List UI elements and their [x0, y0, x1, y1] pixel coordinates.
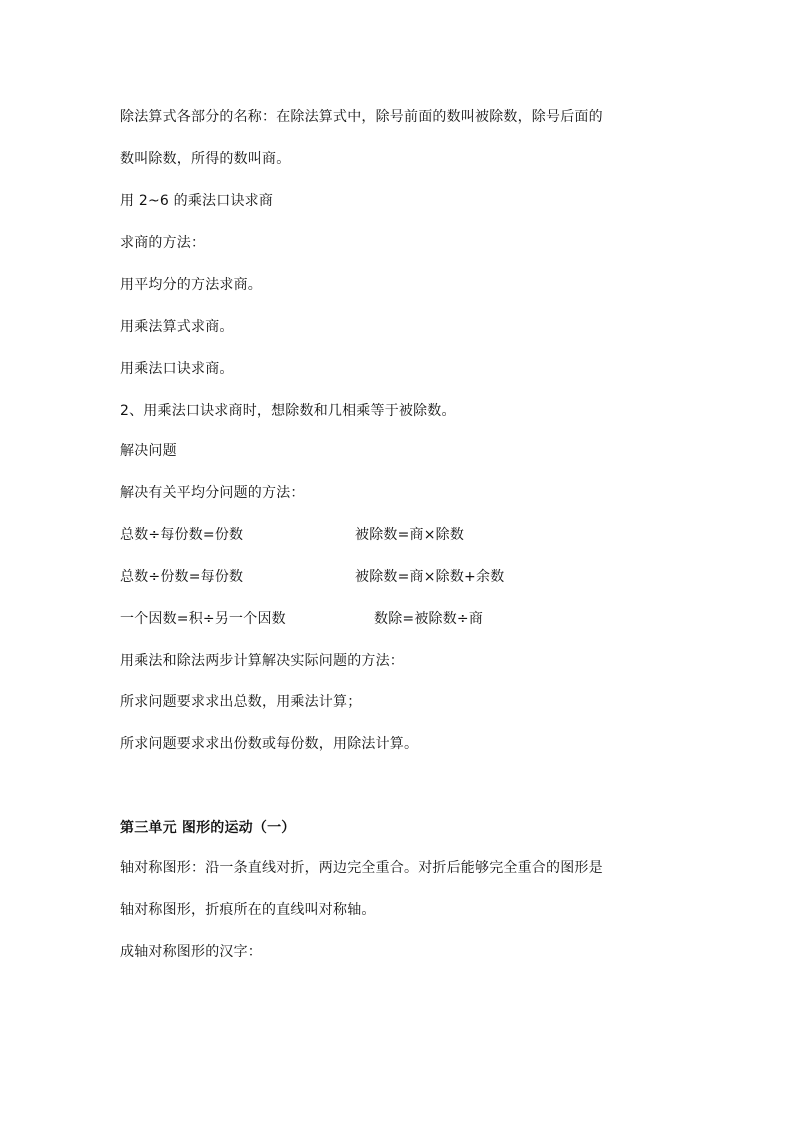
method-multiplication-formula: 用乘法算式求商。 [120, 319, 234, 335]
section-title-unit-three: 第三单元 图形的运动（一） [120, 820, 296, 836]
formula-total-per-share: 总数÷每份数=份数 [120, 527, 244, 543]
paragraph-division-parts-2: 数叫除数，所得的数叫商。 [120, 151, 291, 167]
formula-divisor: 数除=被除数÷商 [374, 611, 484, 627]
paragraph-division-parts-1: 除法算式各部分的名称：在除法算式中，除号前面的数叫被除数，除号后面的 [120, 109, 603, 125]
heading-two-step-methods: 用乘法和除法两步计算解决实际问题的方法： [120, 653, 404, 669]
heading-quotient-methods: 求商的方法： [120, 235, 206, 251]
formula-factor: 一个因数=积÷另一个因数 [120, 611, 286, 627]
formula-dividend-remainder: 被除数=商×除数+余数 [355, 569, 505, 585]
tip-quotient-thinking: 2、用乘法口诀求商时，想除数和几相乘等于被除数。 [120, 403, 456, 419]
formula-total-shares: 总数÷份数=每份数 [120, 569, 244, 585]
rule-shares-division: 所求问题要求求出份数或每份数，用除法计算。 [120, 736, 419, 752]
heading-problem-solving: 解决问题 [120, 443, 177, 459]
heading-average-problem-methods: 解决有关平均分问题的方法： [120, 485, 305, 501]
definition-axial-symmetry-1: 轴对称图形：沿一条直线对折，两边完全重合。对折后能够完全重合的图形是 [120, 860, 603, 876]
formula-dividend-1: 被除数=商×除数 [355, 527, 465, 543]
definition-axial-symmetry-2: 轴对称图形，折痕所在的直线叫对称轴。 [120, 902, 376, 918]
method-average-division: 用平均分的方法求商。 [120, 277, 262, 293]
method-multiplication-table: 用乘法口诀求商。 [120, 361, 234, 377]
rule-total-multiplication: 所求问题要求求出总数，用乘法计算； [120, 694, 362, 710]
heading-symmetric-characters: 成轴对称图形的汉字： [120, 944, 262, 960]
heading-multiplication-table-quotient: 用 2~6 的乘法口诀求商 [120, 193, 274, 209]
